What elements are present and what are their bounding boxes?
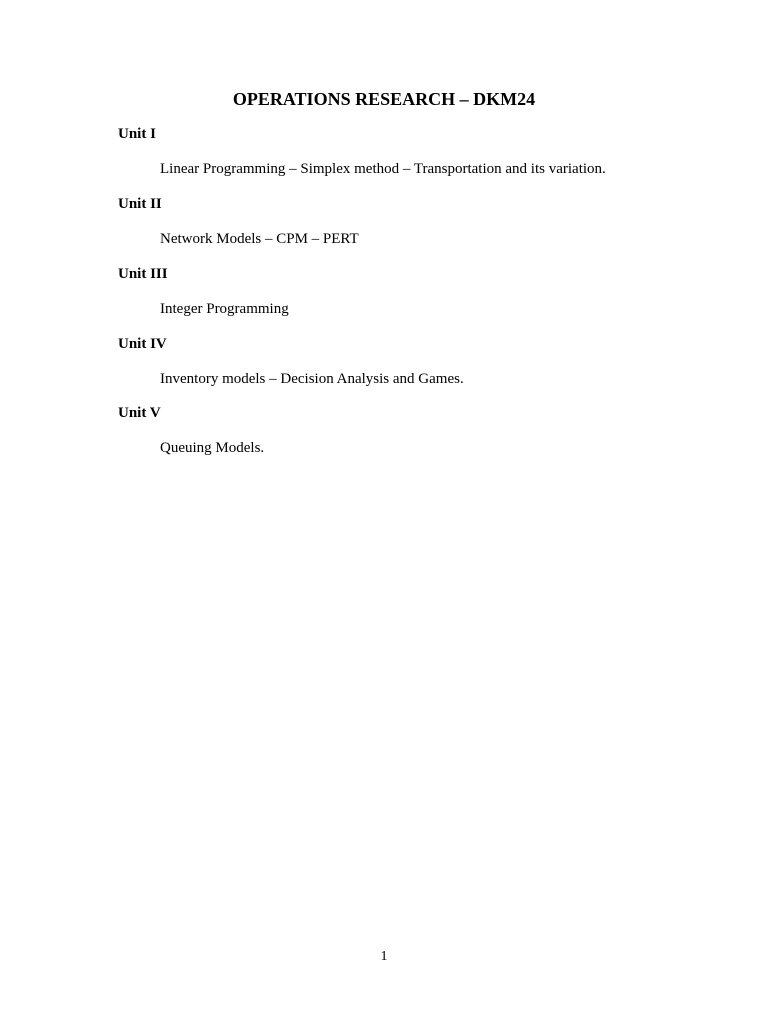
- unit-section-3: [118, 264, 289, 317]
- page-number: 1: [380, 949, 388, 964]
- unit-heading: Unit I: [118, 126, 156, 142]
- unit-topics: Integer Programming: [160, 301, 289, 317]
- unit-topics: Queuing Models.: [160, 440, 265, 456]
- unit-heading: Unit IV: [118, 336, 167, 352]
- page-title: OPERATIONS RESEARCH – DKM24: [232, 89, 536, 109]
- unit-section-2: [118, 194, 359, 247]
- unit-topics: Network Models – CPM – PERT: [160, 231, 359, 247]
- unit-heading: Unit V: [118, 405, 161, 421]
- unit-topics: Inventory models – Decision Analysis and Games.: [160, 371, 464, 387]
- unit-section-4: [118, 334, 464, 387]
- unit-section-1: [118, 124, 606, 177]
- unit-heading: Unit III: [118, 266, 168, 282]
- unit-heading: Unit II: [118, 196, 162, 212]
- unit-topics: Linear Programming – Simplex method – Transportation and its variation.: [160, 161, 606, 177]
- unit-section-5: [118, 403, 265, 456]
